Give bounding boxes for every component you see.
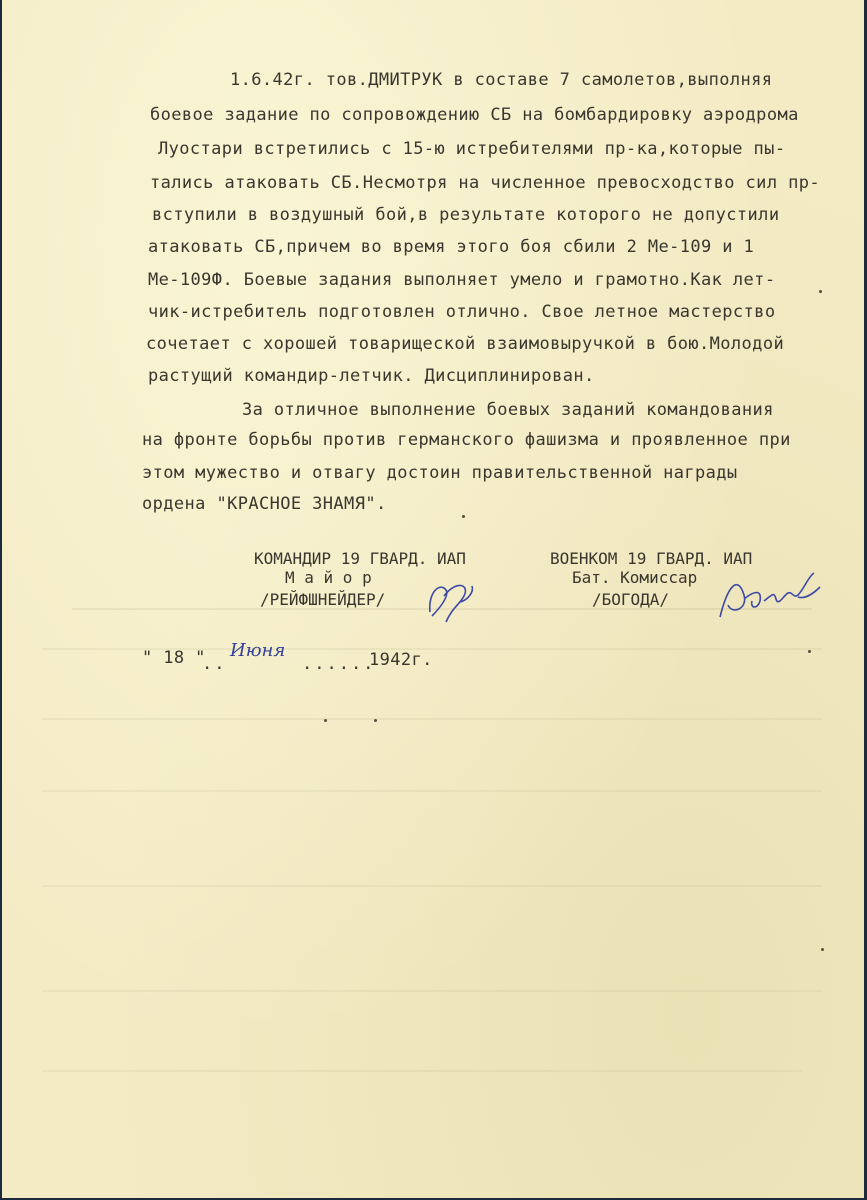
signatory-title: КОМАНДИР 19 ГВАРД. ИАП (254, 549, 466, 568)
date-day: " 18 " (142, 648, 206, 668)
signatory-name: /БОГОДА/ (592, 590, 670, 609)
text-line: тались атаковать СБ.Несмотря на численное превосходство сил пр- (150, 173, 820, 193)
text-line: Луостари встретились с 15-ю истребителями пр-ка,которые пы- (158, 139, 786, 159)
text-line: вступили в воздушный бой,в результате которого не допустили (152, 205, 780, 225)
stray-mark (374, 719, 377, 722)
bleed-through-line (42, 990, 822, 992)
date-month-handwritten: Июня (230, 640, 286, 661)
stray-mark (819, 290, 822, 293)
date-dots: .. (202, 654, 227, 674)
text-line: Ме-109Ф. Боевые задания выполняет умело и грамотно.Как лет- (148, 270, 776, 290)
handwritten-signature-left (420, 572, 482, 634)
bleed-through-line (42, 1070, 802, 1072)
stray-mark (324, 719, 327, 722)
text-line: этом мужество и отвагу достоин правительственной награды (142, 463, 738, 483)
signatory-name: /РЕЙФШНЕЙДЕР/ (260, 590, 386, 609)
text-line: чик-истребитель подготовлен отлично. Свое летное мастерство (148, 302, 776, 322)
signatory-rank: М а й о р (285, 568, 372, 587)
text-line: боевое задание по сопровождению СБ на бомбардировку аэродрома (150, 105, 799, 125)
document-page (2, 0, 864, 1198)
bleed-through-line (42, 790, 822, 792)
text-line: 1.6.42г. тов.ДМИТРУК в составе 7 самолетов,выполняя (230, 70, 773, 90)
text-line: За отличное выполнение боевых заданий командования (242, 400, 774, 420)
text-line: растущий командир-летчик. Дисциплинирован. (148, 366, 595, 386)
text-line: сочетает с хорошей товарищеской взаимовыручкой в бою.Молодой (146, 334, 785, 354)
bleed-through-line (42, 718, 822, 720)
text-line: атаковать СБ,причем во время этого боя сбили 2 Ме-109 и 1 (148, 237, 755, 257)
stray-mark (808, 650, 811, 653)
date-dots: ...... (302, 654, 376, 674)
text-line: ордена "КРАСНОЕ ЗНАМЯ". (142, 494, 387, 514)
text-line: на фронте борьбы против германского фашизма и проявленное при (142, 430, 791, 450)
stray-mark (462, 515, 465, 518)
date-year: 1942г. (369, 650, 433, 670)
signatory-rank: Бат. Комиссар (572, 568, 698, 587)
stray-mark (821, 948, 824, 951)
handwritten-signature-right (714, 565, 826, 629)
signatory-title: ВОЕНКОМ 19 ГВАРД. ИАП (550, 549, 753, 568)
bleed-through-line (42, 885, 822, 887)
